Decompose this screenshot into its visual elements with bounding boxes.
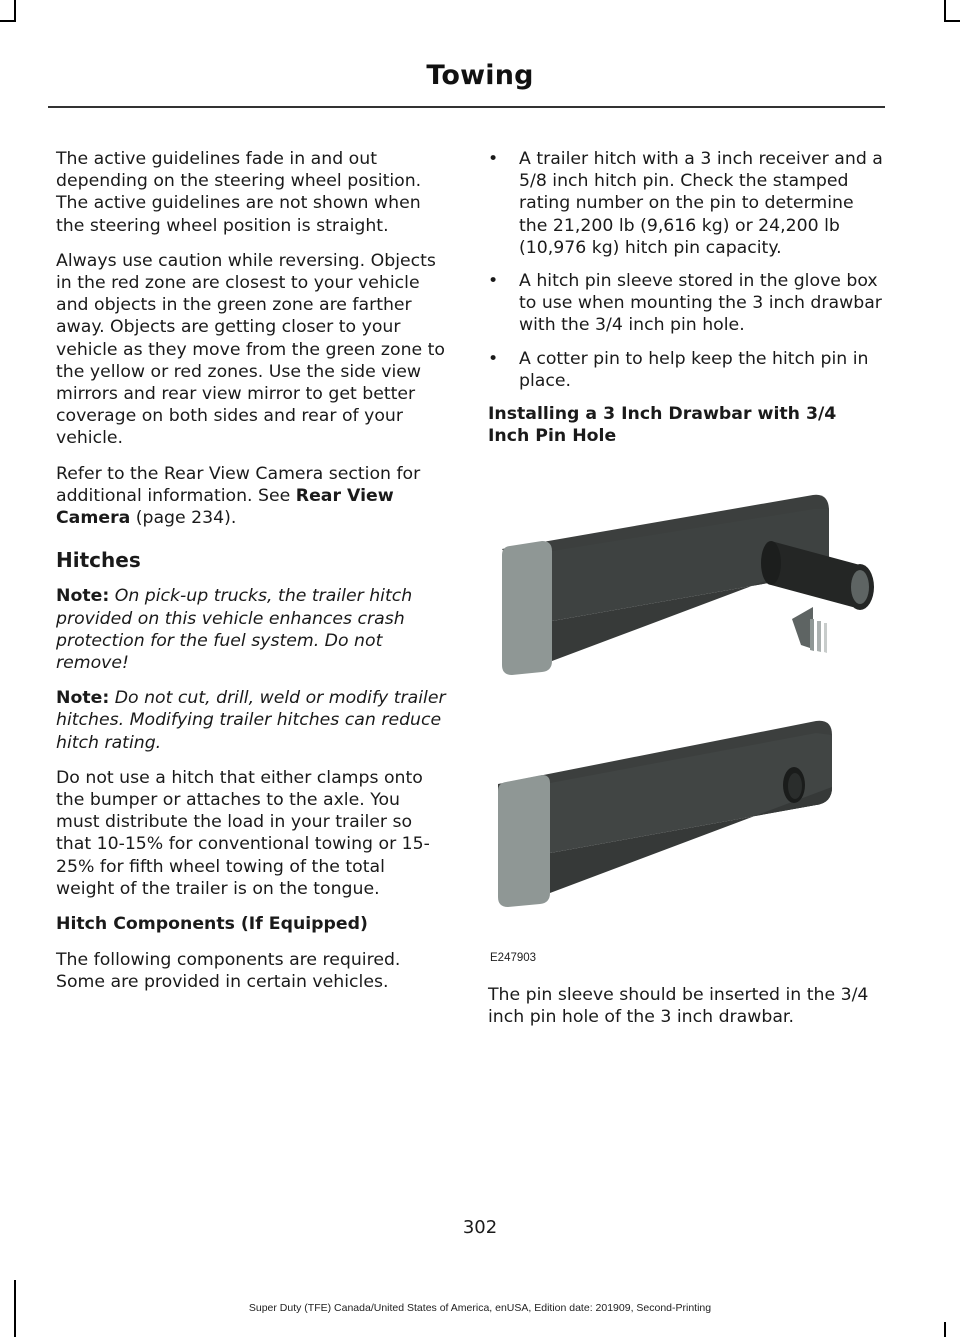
insert-direction-arrow-icon (792, 607, 827, 653)
bullet-icon: • (488, 149, 499, 169)
lower-drawbar (498, 721, 832, 907)
paragraph-reference (56, 463, 448, 530)
note-label: Note: (56, 688, 110, 709)
list-item-text: A hitch pin sleeve stored in the glove box to use when mounting the 3 inch drawbar with the 3/4 inch pin hole. (519, 271, 882, 336)
list-item (488, 348, 883, 392)
crop-mark-top-left (14, 0, 16, 22)
hitch-components-heading: Hitch Components (If Equipped) (56, 914, 368, 935)
rear-view-camera-link[interactable]: Rear View Camera (56, 485, 394, 529)
list-item-text: A cotter pin to help keep the hitch pin in place. (519, 348, 869, 391)
paragraph-guidelines: The active guidelines fade in and out depending on the steering wheel position. The active guidelines are not shown when the steering wheel position is straight. (56, 149, 422, 236)
crop-mark-top-left-h (0, 20, 16, 22)
page-number: 302 (462, 1217, 498, 1238)
note-body: Do not cut, drill, weld or modify trailer hitches. Modifying trailer hitches can reduce hitch rating. (56, 688, 446, 753)
reference-text: Refer to the Rear View Camera section for additional information. See (56, 463, 421, 506)
crop-mark-top-right (944, 0, 946, 22)
bullet-icon: • (488, 271, 499, 292)
drawbar-illustration (488, 461, 883, 966)
paragraph-components: The following components are required. Some are provided in certain vehicles. (56, 950, 401, 993)
footer-edition-info: Super Duty (TFE) Canada/United States of America, enUSA, Edition date: 201909, Second-Printing (248, 1302, 712, 1314)
page-header-title: Towing (426, 60, 534, 91)
note-crash-protection (56, 585, 448, 674)
bullet-icon: • (488, 348, 499, 369)
note-do-not-modify (56, 687, 448, 754)
paragraph-pin-sleeve: The pin sleeve should be inserted in the 3/4 inch pin hole of the 3 inch drawbar. (488, 985, 869, 1028)
hitches-heading: Hitches (56, 548, 141, 573)
right-column (488, 148, 883, 1041)
crop-mark-bottom-right (944, 1322, 946, 1337)
figure-code: E247903 (490, 952, 537, 965)
left-column (56, 148, 448, 1007)
crop-mark-top-right-h (944, 20, 960, 22)
list-item-text: A trailer hitch with a 3 inch receiver and a 5/8 inch hitch pin. Check the stamped rating number on the pin to determine the 21,200 lb (9,616 kg) or 24,200 lb (10,976 kg) hitch pin capacity. (519, 149, 883, 258)
header-rule (48, 106, 885, 108)
paragraph-caution: Always use caution while reversing. Objects in the red zone are closest to your vehicle and objects in the green zone are farther away. Objects are getting closer to your vehicle as they move from the green zone to the yellow or red zones. Use the side view mirrors and rear view mirror to get better coverage on both sides and rear of your vehicle. (56, 250, 446, 449)
install-drawbar-heading: Installing a 3 Inch Drawbar with 3/4 Inch Pin Hole (488, 404, 837, 447)
list-item (488, 148, 883, 259)
note-body: On pick-up trucks, the trailer hitch provided on this vehicle enhances crash protection for the fuel system. Do not remove! (56, 586, 413, 674)
note-label: Note: (56, 586, 110, 607)
list-item (488, 270, 883, 337)
paragraph-load-distribution: Do not use a hitch that either clamps onto the bumper or attaches to the axle. You must distribute the load in your trailer so that 10-15% for conventional towing or 15-25% for fifth wheel towing of the total weight of the trailer is on the tongue. (56, 767, 430, 899)
reference-page: (page 234). (130, 508, 237, 529)
drawbar-figure (488, 461, 883, 966)
